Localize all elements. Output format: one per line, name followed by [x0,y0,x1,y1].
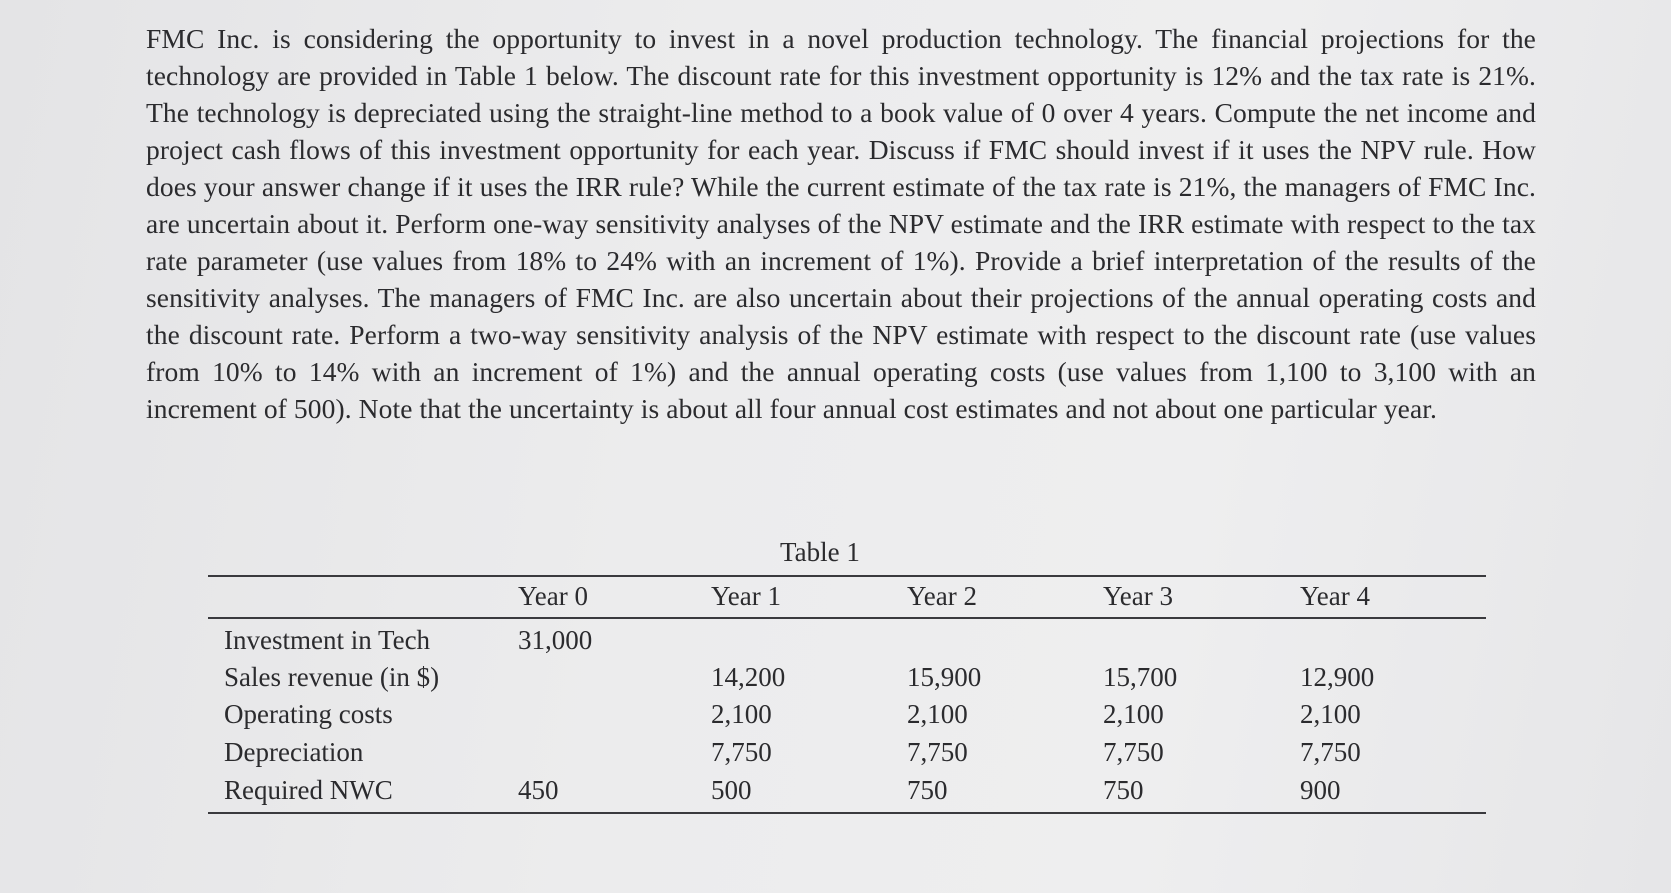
cell-sales-year-2: 15,900 [907,662,982,692]
cell-sales-year-1: 14,200 [711,662,786,692]
cell-investment-year-0: 31,000 [518,625,593,655]
cell-depreciation-year-3: 7,750 [1103,737,1164,767]
header-year-3: Year 3 [1103,581,1174,611]
cell-opcost-year-1: 2,100 [711,699,772,729]
table-bottom-rule [208,812,1486,814]
problem-statement: FMC Inc. is considering the opportunity to invest in a novel production technology. The financial projections for the technology are provided in Table 1 below. The discount rate for this investment opportunity is 12% and the tax rate is 21%. The technology is depreciated using the straight-line method to a book value of 0 over 4 years. Compute the net income and project cash flows of this investment opportunity for each year. Discuss if FMC should invest if it uses the NPV rule. How does your answer change if it uses the IRR rule? While the current estimate of the tax rate is 21%, the managers of FMC Inc. are uncertain about it. Perform one-way sensitivity analyses of the NPV estimate and the IRR estimate with respect to the tax rate parameter (use values from 18% to 24% with an increment of 1%). Provide a brief interpretation of the results of the sensitivity analyses. The managers of FMC Inc. are also uncertain about their projections of the annual operating costs and the discount rate. Perform a two-way sensitivity analysis of the NPV estimate with respect to the discount rate (use values from 10% to 14% with an increment of 1%) and the annual operating costs (use values from 1,100 to 3,100 with an increment of 500). Note that the uncertainty is about all four annual cost estimates and not about one particular year. [146,23,1536,424]
row-label-investment: Investment in Tech [224,625,431,655]
cell-nwc-year-1: 500 [711,775,752,805]
row-label-sales-revenue: Sales revenue (in $) [224,662,440,692]
header-year-2: Year 2 [907,581,978,611]
header-year-0: Year 0 [518,581,589,611]
cell-nwc-year-2: 750 [907,775,948,805]
cell-depreciation-year-1: 7,750 [711,737,772,767]
cell-opcost-year-2: 2,100 [907,699,968,729]
cell-nwc-year-4: 900 [1300,775,1341,805]
row-label-depreciation: Depreciation [224,737,364,767]
row-label-required-nwc: Required NWC [224,775,393,805]
cell-nwc-year-0: 450 [518,775,559,805]
header-year-4: Year 4 [1300,581,1371,611]
header-year-1: Year 1 [711,581,782,611]
cell-depreciation-year-4: 7,750 [1300,737,1361,767]
cell-nwc-year-3: 750 [1103,775,1144,805]
cell-sales-year-4: 12,900 [1300,662,1375,692]
cell-depreciation-year-2: 7,750 [907,737,968,767]
table-title: Table 1 [780,537,860,567]
cell-opcost-year-3: 2,100 [1103,699,1164,729]
cell-sales-year-3: 15,700 [1103,662,1178,692]
cell-opcost-year-4: 2,100 [1300,699,1361,729]
row-label-operating-costs: Operating costs [224,699,393,729]
table-top-rule [208,575,1486,577]
table-header-rule [208,617,1486,619]
